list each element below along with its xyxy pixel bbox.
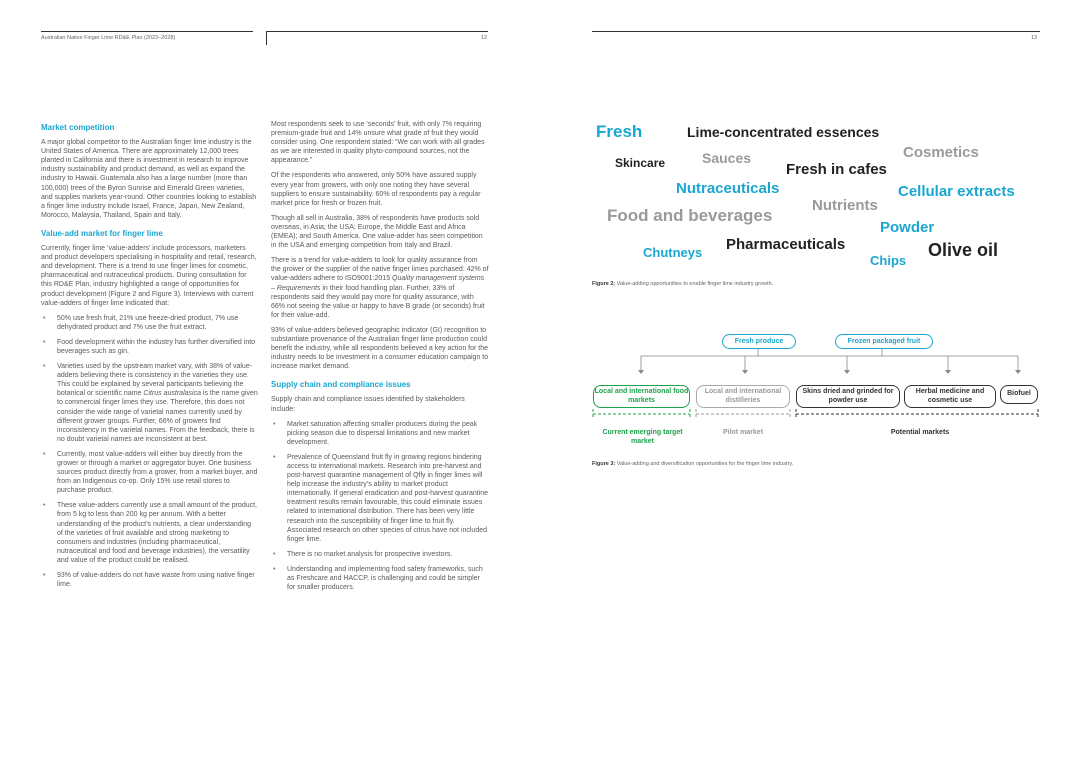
herbal-medicine-box: Herbal medicine and cosmetic use	[904, 385, 996, 408]
caption-text: Value-adding opportunities to enable finger lime industry growth.	[615, 281, 774, 287]
caption-label: Figure 2:	[592, 281, 616, 287]
paragraph: Though all sell in Australia, 38% of respondents have products sold overseas, in Asia; the USA; Europe, the Middle East and Africa (EMEA); and South America. One value-adder has seen competition in the USA and emerging competition from Italy and Brazil.	[271, 214, 483, 250]
text: Varieties used by the upstream market vary, with 38% of value-adders believing there is consistency in the varieties they use. This could be explained by several participants believing the botanical or scientific name	[57, 363, 253, 398]
distilleries-box: Local and international distilleries	[696, 385, 790, 408]
bullet-list	[271, 420, 489, 593]
food-markets-box: Local and international food markets	[593, 385, 690, 408]
heading-market-competition: Market competition	[41, 123, 115, 132]
running-header: Australian Native Finger Lime RD&E Plan (2023–2028)	[41, 35, 176, 41]
heading-value-add: Value-add market for finger lime	[41, 228, 163, 238]
word-cloud-term: Food and beverages	[607, 206, 773, 225]
paragraph	[271, 256, 489, 320]
word-cloud-term: Olive oil	[928, 240, 999, 260]
header-tick	[266, 31, 267, 45]
biofuel-box: Biofuel	[1000, 385, 1038, 404]
potential-markets-label: Potential markets	[890, 429, 950, 436]
page-number-left: 12	[481, 35, 488, 41]
figure-3-diagram	[590, 330, 1042, 455]
pilot-market-label: Pilot market	[722, 429, 764, 436]
word-cloud-term: Cellular extracts	[898, 183, 1015, 200]
list-item: • 93% of value-adders do not have waste from using native finger lime.	[41, 571, 258, 589]
caption-text: Value-adding and diversification opportunities for the finger lime industry.	[615, 461, 794, 467]
word-cloud-term: Skincare	[615, 156, 666, 170]
header-rule-left	[41, 31, 253, 32]
word-cloud-term: Powder	[880, 219, 935, 236]
list-item: • There is no market analysis for prospective investors.	[271, 550, 489, 559]
caption-label: Figure 3:	[592, 461, 616, 467]
list-item: • Currently, most value-adders will either buy directly from the grower or through a market or aggregator buyer. One business sources product directly from a grower, from a market buyer, and from an Indigenous co-op. Only 15% use retail stores to purchase product.	[41, 450, 258, 495]
text: is the name given to commercial finger limes they use. Therefore, this does not consider the wide range of varietal names currently used by different grower groups. Further, 66% of growers find inconsistency in the varietal names. From the feedback, there is no doubt varietal names are inconsistent at best.	[57, 390, 258, 443]
paragraph: 93% of value-adders believed geographic indicator (GI) recognition to substantiate provenance of the Australian finger lime production could benefit the industry, while all respondents believed a key action for the industry needs to be investment in a consumer education campaign to increase market demand.	[271, 326, 489, 371]
list-item: • Market saturation affecting smaller producers during the peak picking season due to dispersal limitations and new market development.	[271, 420, 489, 447]
paragraph: Currently, finger lime ‘value-adders’ include processors, marketers and product developers specialising in hospitality and retail, research, and development. There is a trend to use finger limes for cosmetic, pharmaceutical and nutraceutical products. During consultation for this RD&E Plan, industry highlighted a range of opportunities for product development (Figure 2 and Figure 3). Interviews with current value-adders of finger lime indicated that:	[41, 245, 257, 307]
list-item: • Understanding and implementing food safety frameworks, such as Freshcare and HACCP, is challenging and could be simpler for smaller producers.	[271, 565, 489, 592]
column-middle	[271, 120, 489, 598]
word-cloud	[592, 115, 1042, 275]
paragraph: A major global competitor to the Australian finger lime industry is the United States of America. There are approximately 12,000 trees planted in California and there is investment in research to improve industry sustainability and product demand, as well as expand the industry to Hawaii. Guatemala also has a large number (more than 100,000) trees of the Byron Sunrise and Emerald Green varieties, and supplies markets year-round. Other countries looking to establish a finger lime industry include Israel, France, Japan, New Zealand, Morocco, Malaysia, Thailand, Spain and Italy.	[41, 139, 257, 219]
paragraph: Most respondents seek to use ‘seconds’ fruit, with only 7% requiring premium-grade fruit and 14% unsure what grade of fruit they would consider using. One respondent stated: “We can work with all grades as we are interested in quality phyto-compound sources, not the appearance.”	[271, 121, 485, 165]
frozen-fruit-pill: Frozen packaged fruit	[835, 334, 933, 349]
paragraph: Of the respondents who answered, only 50% have assured supply every year from growers, with only one noting they have several suppliers to ensure sustainability. 60% of respondents pay a regular market price for fresh or frozen fruit.	[271, 172, 481, 207]
header-rule-right	[592, 31, 1040, 32]
italic-term: Quality management systems – Requirements	[271, 275, 485, 292]
word-cloud-term: Sauces	[702, 150, 752, 166]
italic-term: Citrus australasica	[143, 390, 201, 398]
list-item	[41, 362, 258, 444]
header-rule-mid	[266, 31, 488, 32]
fresh-produce-pill: Fresh produce	[722, 334, 796, 349]
text: There is a trend for value-adders to look for quality assurance from the grower or the supplier of the native finger limes purchased: 42% of value-adders adhere to ISO9001:2015	[271, 257, 489, 283]
word-cloud-term: Nutraceuticals	[676, 180, 780, 197]
list-item: • These value-adders currently use a small amount of the product, from 5 kg to less than 200 kg per annum. With a better understanding of the product’s nutrients, a clear understanding of the varieties of fruit available and strong marketing to consumers and industries (including pharmaceutical, nutraceutical and food and beverage industries), the versatility and value of the product could be realised.	[41, 501, 258, 565]
word-cloud-term: Fresh	[596, 122, 643, 141]
word-cloud-term: Pharmaceuticals	[726, 236, 846, 253]
heading-supply-chain: Supply chain and compliance issues	[271, 380, 411, 390]
page-number-right: 13	[1031, 35, 1038, 41]
word-cloud-term: Fresh in cafes	[786, 161, 887, 178]
word-cloud-term: Cosmetics	[903, 144, 979, 161]
paragraph: Supply chain and compliance issues identified by stakeholders include:	[271, 396, 465, 413]
list-item: • Food development within the industry has further diversified into beverages such as gin.	[41, 338, 258, 356]
column-left	[41, 123, 258, 595]
current-market-label: Current emerging target market	[602, 429, 683, 445]
powder-box: Skins dried and grinded for powder use	[796, 385, 900, 408]
word-cloud-term: Lime-concentrated essences	[687, 124, 880, 140]
figure-2-caption	[592, 281, 773, 287]
list-item: • Prevalence of Queensland fruit fly in growing regions hindering access to international markets. Research into pre-harvest and post-harvest quarantine management of Qfly in finger limes will help increase the industry’s ability to market product internationally. If general eradication and post-harvest quarantine treatment results remain favourable, this could eliminate issues related to international distribution. There has been very little research into the susceptibility of finger lime to fruit fly. Associated research on other species of citrus have not included finger lime.	[271, 453, 489, 544]
figure-3-caption	[592, 461, 793, 467]
word-cloud-term: Chips	[870, 253, 907, 268]
list-item: • 50% use fresh fruit, 21% use freeze-dried product, 7% use dehydrated product and 7% use the fruit extract.	[41, 314, 258, 332]
word-cloud-term: Nutrients	[812, 197, 878, 214]
bullet-list	[41, 314, 258, 590]
text: in their food handling plan. Further, 33% of respondents said they would pay more for quality assurance, with 66% not seeing the value or happy to have B grade (or seconds) fruit for their value-add.	[271, 284, 485, 319]
word-cloud-term: Chutneys	[643, 245, 703, 260]
